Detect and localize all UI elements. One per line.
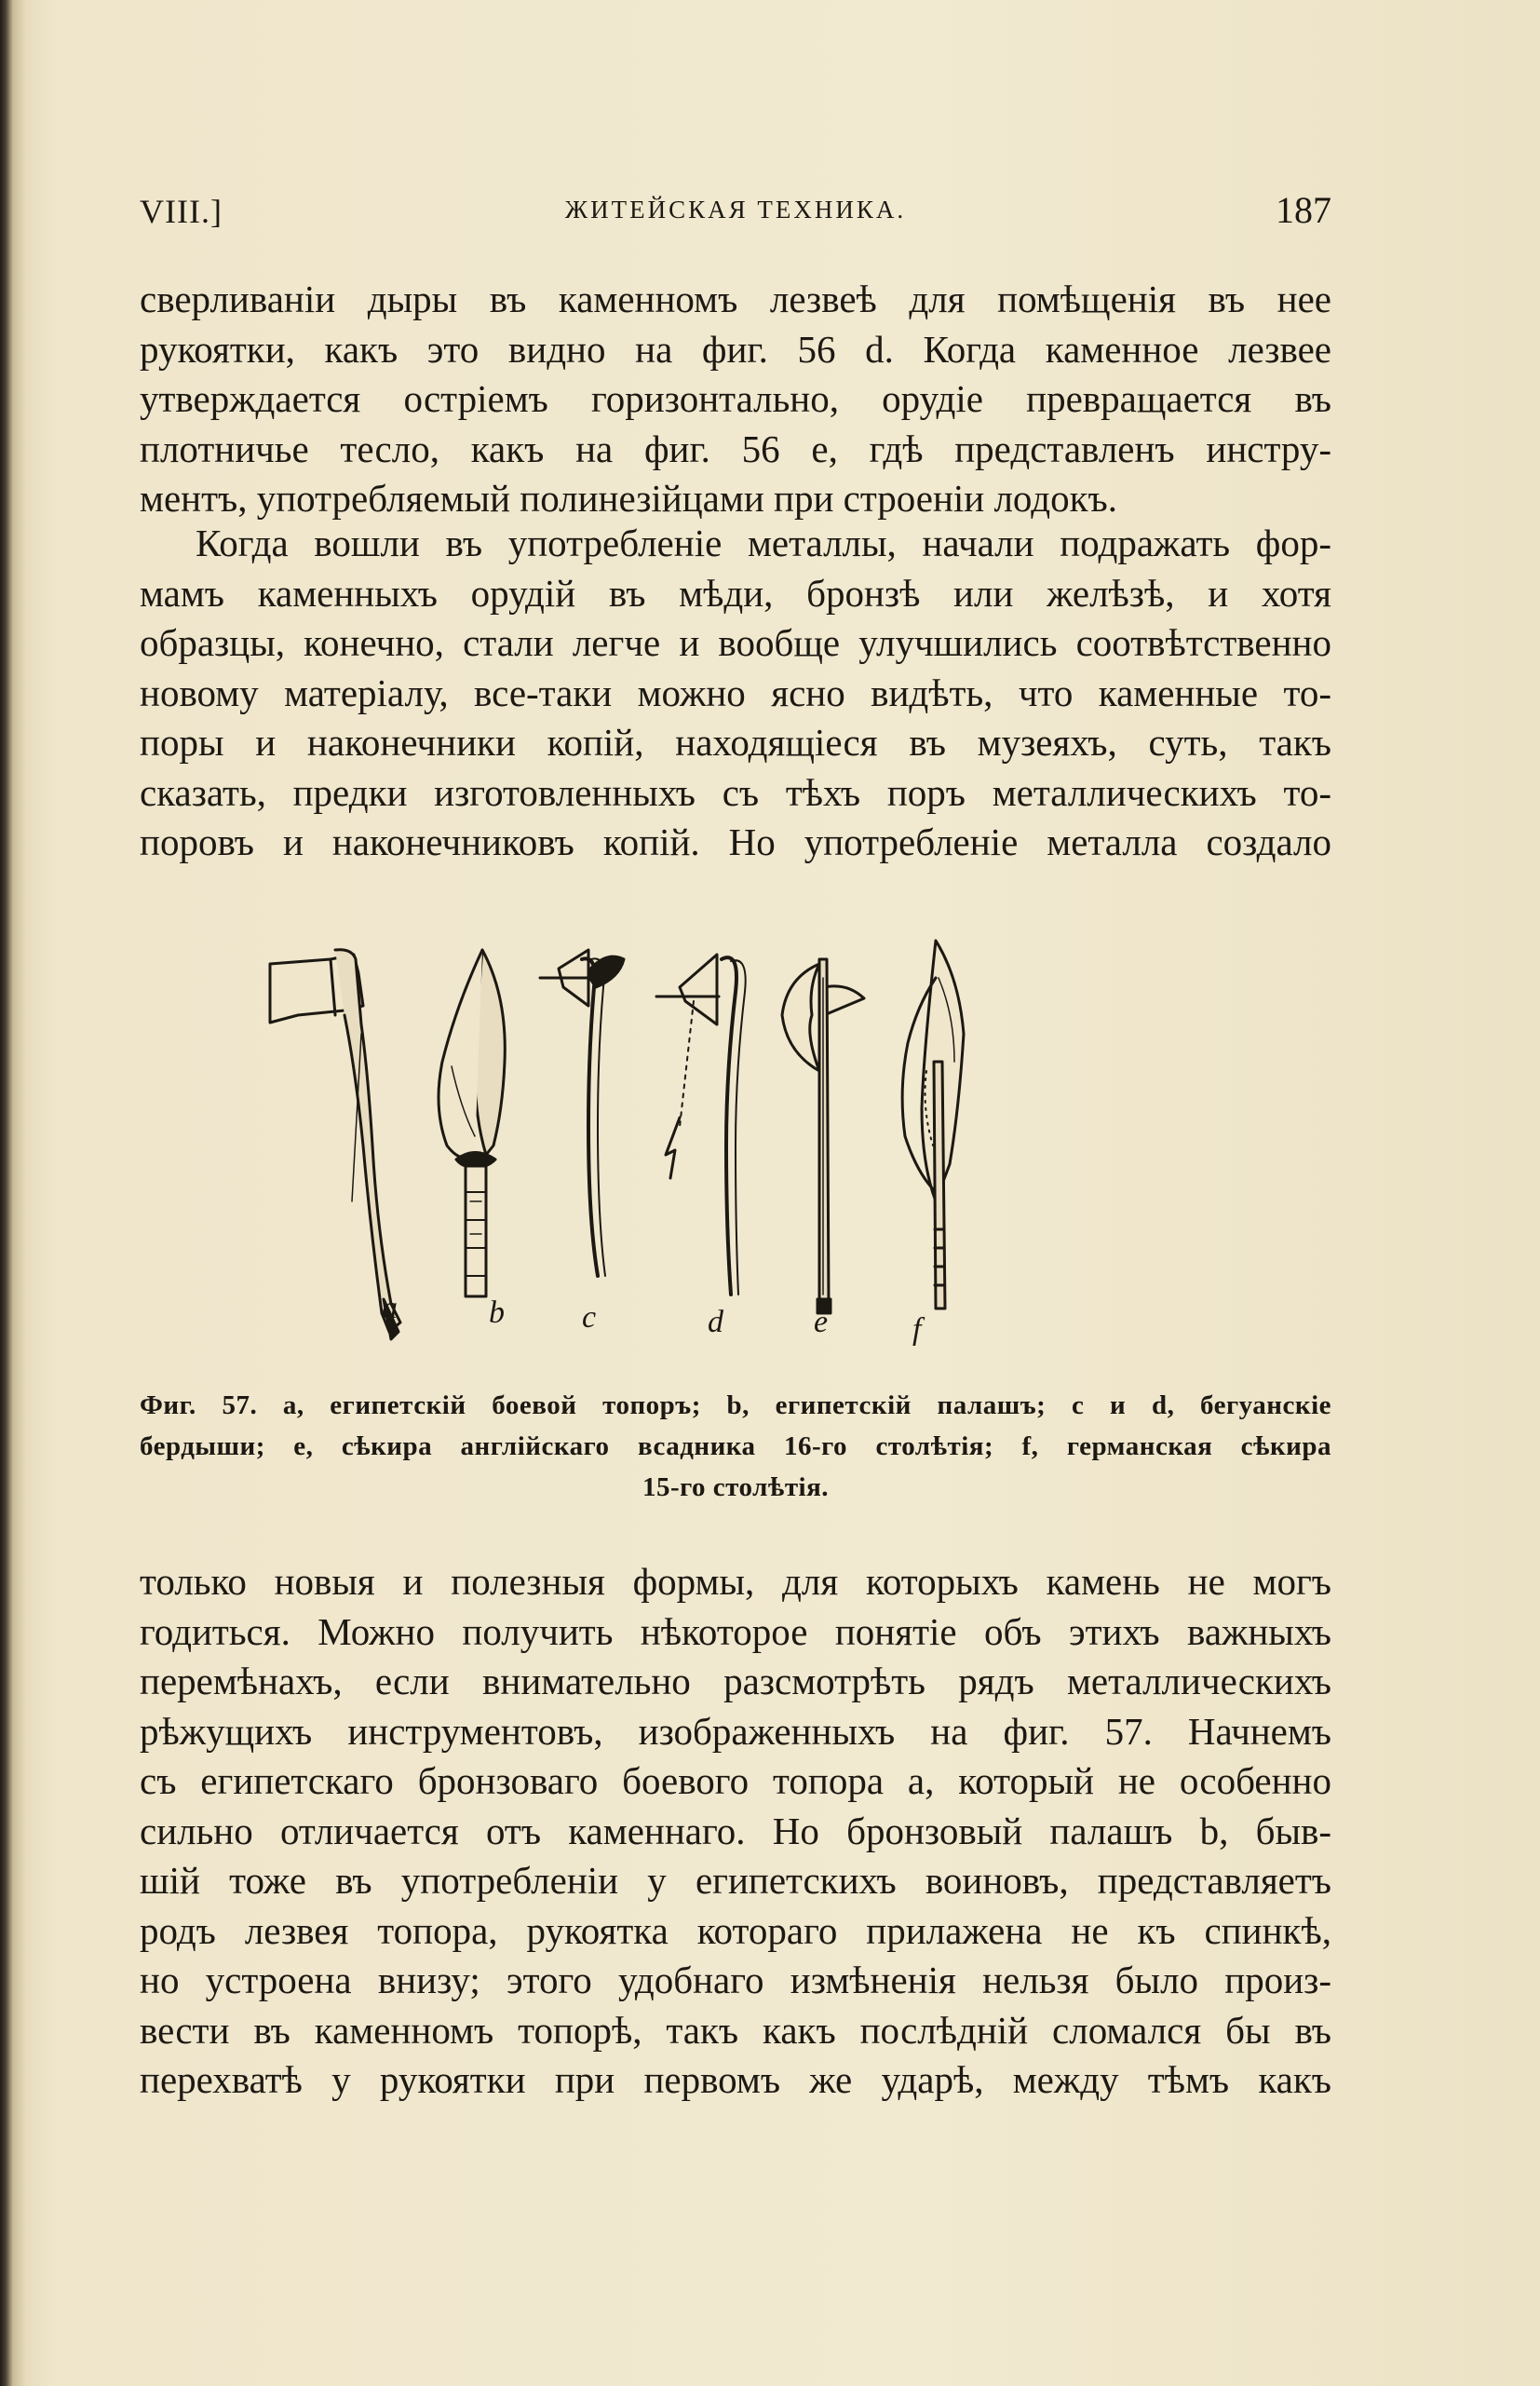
caption-line: 15-го столѣтія. — [642, 1472, 830, 1502]
text-line: вести въ каменномъ топорѣ, такъ какъ послѣдній сломался бы въ — [140, 2008, 1331, 2052]
text-line: перемѣнахъ, если внимательно разсмотрѣть рядъ металлическихъ — [140, 1660, 1331, 1702]
figure-letter-c: c — [582, 1300, 597, 1335]
figure-letter-a: a — [382, 1291, 398, 1325]
text-line: сверливаніи дыры въ каменномъ лезвеѣ для помѣщенія въ нее — [140, 278, 1331, 320]
begua-halberd-d-drawing — [656, 955, 746, 1295]
figure-letter-d: d — [708, 1305, 723, 1339]
paragraph-metals — [140, 519, 1331, 868]
text-line: поры и наконечники копій, находящіеся въ музеяхъ, суть, такъ — [140, 721, 1331, 764]
text-line: ментъ, употребляемый полинезійцами при строеніи лодокъ. — [140, 477, 1117, 520]
text-line: родъ лезвея топора, рукоятка котораго прилажена не къ спинкѣ, — [140, 1908, 1331, 1952]
paragraph-after-figure — [140, 1557, 1331, 2106]
german-axe-drawing — [902, 941, 964, 1308]
figure-caption — [140, 1385, 1331, 1508]
text-line: годиться. Можно получить нѣкоторое понятіе объ этихъ важныхъ — [140, 1609, 1331, 1653]
begua-halberd-c-drawing — [540, 950, 624, 1276]
text-line: образцы, конечно, стали легче и вообще улучшились соотвѣтственно — [140, 621, 1331, 664]
text-line: рукоятки, какъ это видно на фиг. 56 d. Когда каменное лезвее — [140, 327, 1331, 371]
text-line: только новыя и полезныя формы, для которыхъ камень не могъ — [140, 1560, 1331, 1603]
text-line: Когда вошли въ употребленіе металлы, начали подражать фор- — [196, 522, 1331, 564]
figure-letter-b: b — [489, 1295, 505, 1330]
caption-line: бердыши; e, сѣкира англійскаго всадника 16-го столѣтія; f, германская сѣкира — [140, 1431, 1331, 1461]
english-horseman-axe-drawing — [782, 959, 864, 1313]
weapons-engraving — [242, 922, 1304, 1369]
text-line: съ египетскаго бронзоваго боевого топора a, который не особенно — [140, 1759, 1331, 1802]
figure-57-illustration — [242, 922, 1304, 1369]
text-line: плотничье тесло, какъ на фиг. 56 e, гдѣ представленъ инстру- — [140, 427, 1331, 470]
paragraph-continuation — [140, 275, 1331, 524]
text-line: утверждается остріемъ горизонтально, орудіе превращается въ — [140, 377, 1331, 420]
text-line: сильно отличается отъ каменнаго. Но бронзовый палашъ b, быв- — [140, 1809, 1331, 1852]
text-line: сказать, предки изготовленныхъ съ тѣхъ поръ металлическихъ то- — [140, 770, 1331, 814]
figure-letter-e: e — [814, 1305, 829, 1339]
text-line: шій тоже въ употребленіи у египетскихъ воиновъ, представляетъ — [140, 1859, 1331, 1902]
chapter-marker: VIII.] — [140, 193, 223, 230]
text-line: рѣжущихъ инструментовъ, изображенныхъ на фиг. 57. Начнемъ — [140, 1709, 1331, 1753]
caption-line: Фиг. 57. a, египетскій боевой топоръ; b, египетскій палашъ; c и d, бегуанскіе — [140, 1390, 1331, 1420]
running-header — [140, 186, 1331, 242]
egyptian-axe-drawing — [270, 950, 400, 1339]
running-title: ЖИТЕЙСКАЯ ТЕХНИКА. — [564, 196, 907, 224]
egyptian-khopesh-drawing — [439, 950, 505, 1296]
text-line: но устроена внизу; этого удобнаго измѣненія нельзя было произ- — [140, 1959, 1331, 2001]
text-line: новому матеріалу, все-таки можно ясно видѣть, что каменные то- — [140, 671, 1331, 714]
page-number: 187 — [1276, 189, 1331, 231]
text-line: мамъ каменныхъ орудій въ мѣди, бронзѣ или желѣзѣ, и хотя — [140, 571, 1331, 615]
text-line: перехватѣ у рукоятки при первомъ же ударѣ, между тѣмъ какъ — [140, 2058, 1331, 2101]
text-line: поровъ и наконечниковъ копій. Но употребленіе металла создало — [140, 820, 1331, 863]
figure-letter-f: f — [912, 1312, 922, 1347]
